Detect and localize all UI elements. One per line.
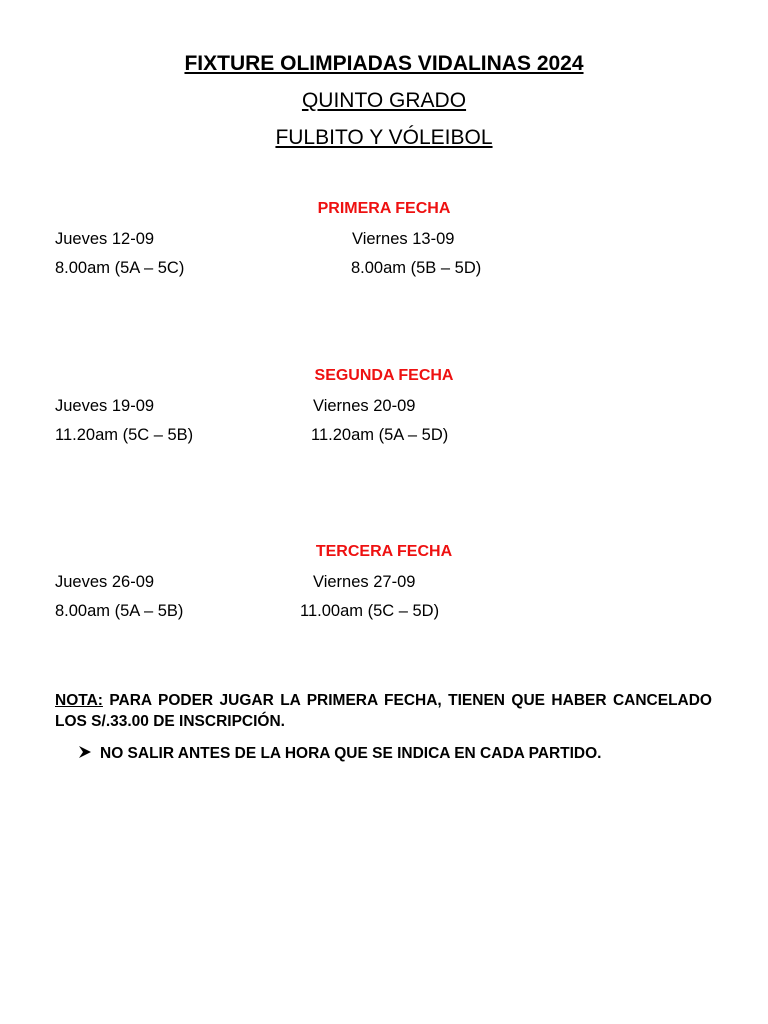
round-3-right-match: 11.00am (5C – 5D) [300,602,440,620]
round-2-right-day: Viernes 20-09 [313,397,416,415]
round-2-right-match: 11.20am (5A – 5D) [311,426,449,444]
round-3-heading: TERCERA FECHA [315,543,453,560]
round-2-left-match: 11.20am (5C – 5B) [55,426,194,444]
note-paragraph [55,690,712,732]
round-3-left-match: 8.00am (5A – 5B) [55,602,184,620]
bullet-text: NO SALIR ANTES DE LA HORA QUE SE INDICA EN CADA PARTIDO. [100,745,602,762]
note-label: NOTA: [55,692,103,709]
round-3-right-day: Viernes 27-09 [313,573,416,591]
round-1-right-match: 8.00am (5B – 5D) [351,259,482,277]
round-1-left-day: Jueves 12-09 [55,230,155,248]
round-2-left-day: Jueves 19-09 [55,397,155,415]
round-2-heading: SEGUNDA FECHA [314,367,454,384]
round-1-left-match: 8.00am (5A – 5C) [55,259,185,277]
note-text: PARA PODER JUGAR LA PRIMERA FECHA, TIENEN QUE HABER CANCELADO LOS S/.33.00 DE INSCRIPCIÓN. [55,692,712,730]
sports-subtitle: FULBITO Y VÓLEIBOL [275,126,493,149]
note-bullet [78,743,601,764]
grade-subtitle: QUINTO GRADO [301,89,467,112]
round-1-heading: PRIMERA FECHA [317,200,451,217]
round-1-right-day: Viernes 13-09 [352,230,455,248]
arrow-bullet-icon [78,743,100,764]
page-title: FIXTURE OLIMPIADAS VIDALINAS 2024 [184,52,584,75]
round-3-left-day: Jueves 26-09 [55,573,155,591]
